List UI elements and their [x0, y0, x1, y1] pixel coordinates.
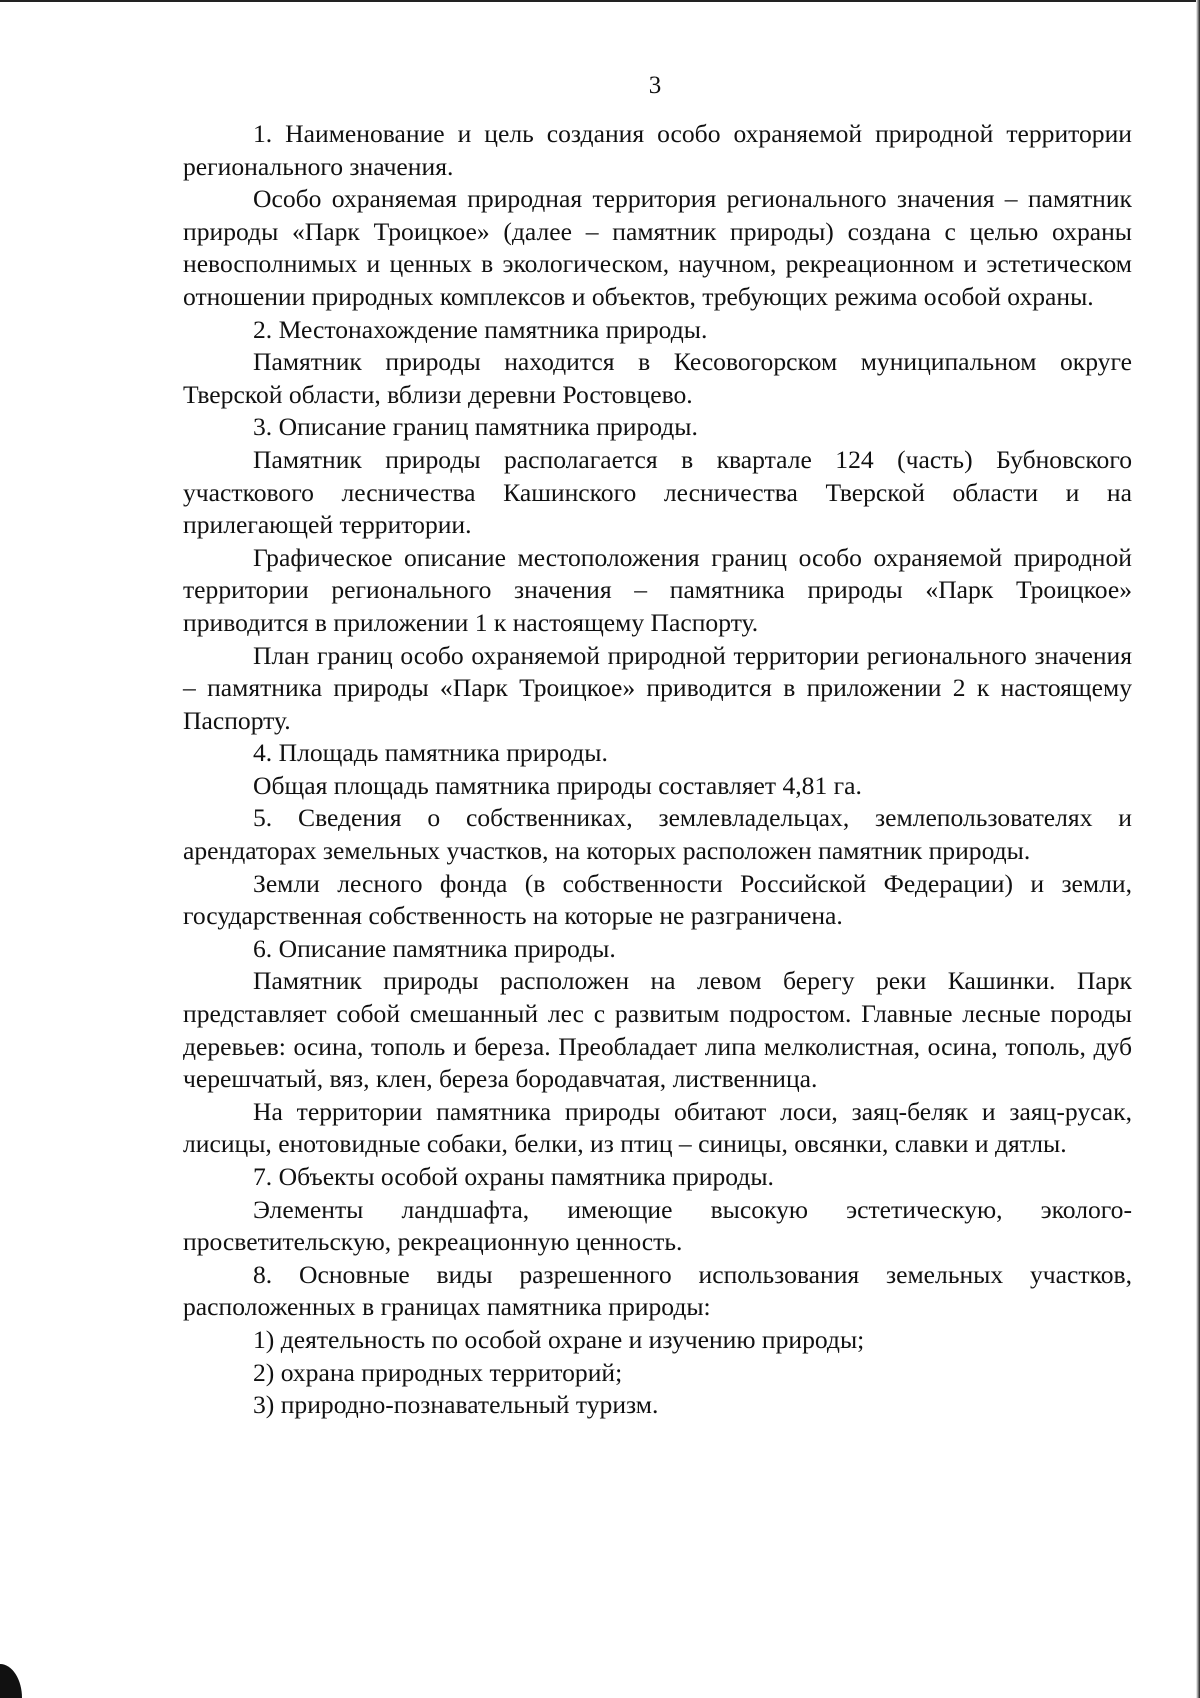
- list-item: 1) деятельность по особой охране и изучению природы;: [253, 1324, 865, 1354]
- list-item: 3) природно-познавательный туризм.: [253, 1390, 659, 1420]
- section-6-fauna: На территории памятника природы обитают лоси, заяц-беляк и заяц-русак, лисицы, енотовидные собаки, белки, из птиц – синицы, овсянки, славки и дятлы.: [183, 1096, 1132, 1159]
- section-7-heading: 7. Объекты особой охраны памятника природы.: [253, 1162, 774, 1191]
- scan-edge-top: [0, 0, 1200, 2]
- section-3-text: Памятник природы располагается в квартале 124 (часть) Бубновского участкового лесничества Кашинского лесничества Тверской области и на прилегающей территории.: [183, 444, 1132, 540]
- section-1-text: Особо охраняемая природная территория регионального значения – памятник природы «Парк Троицкое» (далее – памятник природы) создана с целью охраны невосполнимых и ценных в экологическом, научном, рекреационном и эстетическом отношении природных комплексов и объектов, требующих режима особой охраны.: [183, 184, 1132, 311]
- page-number: 3: [648, 72, 662, 99]
- scan-edge-right: [1196, 0, 1200, 1698]
- section-3-graphic-description: Графическое описание местоположения границ особо охраняемой природной территории регионального значения – памятника природы «Парк Троицкое» приводится в приложении 1 к настоящему Паспорту.: [183, 542, 1132, 637]
- section-5-text: Земли лесного фонда (в собственности Российской Федерации) и земли, государственная собственность на которые не разграничена.: [183, 868, 1132, 931]
- section-1-heading: 1. Наименование и цель создания особо охраняемой природной территории регионального значения.: [183, 119, 1132, 181]
- section-3-boundary-plan: План границ особо охраняемой природной территории регионального значения – памятника природы «Парк Троицкое» приводится в приложении 2 к настоящему Паспорту.: [183, 640, 1132, 735]
- section-3-heading: 3. Описание границ памятника природы.: [253, 412, 698, 442]
- document-body: [183, 118, 1132, 1422]
- section-4-text: Общая площадь памятника природы составляет 4,81 га.: [253, 770, 862, 800]
- section-2-text: Памятник природы находится в Кесовогорском муниципальном округе Тверской области, вблизи деревни Ростовцево.: [183, 347, 1132, 409]
- section-7-text: Элементы ландшафта, имеющие высокую эстетическую, эколого-просветительскую, рекреационную ценность.: [183, 1194, 1132, 1257]
- section-2-heading: 2. Местонахождение памятника природы.: [253, 314, 708, 344]
- section-6-heading: 6. Описание памятника природы.: [253, 933, 616, 963]
- list-item: 2) охрана природных территорий;: [253, 1357, 623, 1387]
- section-6-flora: Памятник природы расположен на левом берегу реки Кашинки. Парк представляет собой смешанный лес с развитым подростом. Главные лесные породы деревьев: осина, тополь и береза. Преобладает липа мелколистная, осина, тополь, дуб черешчатый, вяз, клен, береза бородавчатая, лиственница.: [183, 966, 1132, 1094]
- section-4-heading: 4. Площадь памятника природы.: [253, 738, 608, 768]
- section-5-heading: 5. Сведения о собственниках, землевладельцах, землепользователях и арендаторах земельных участков, на которых расположен памятник природы.: [183, 803, 1132, 866]
- scan-corner: [0, 1664, 22, 1698]
- section-8-heading: 8. Основные виды разрешенного использования земельных участков, расположенных в границах памятника природы:: [183, 1259, 1132, 1322]
